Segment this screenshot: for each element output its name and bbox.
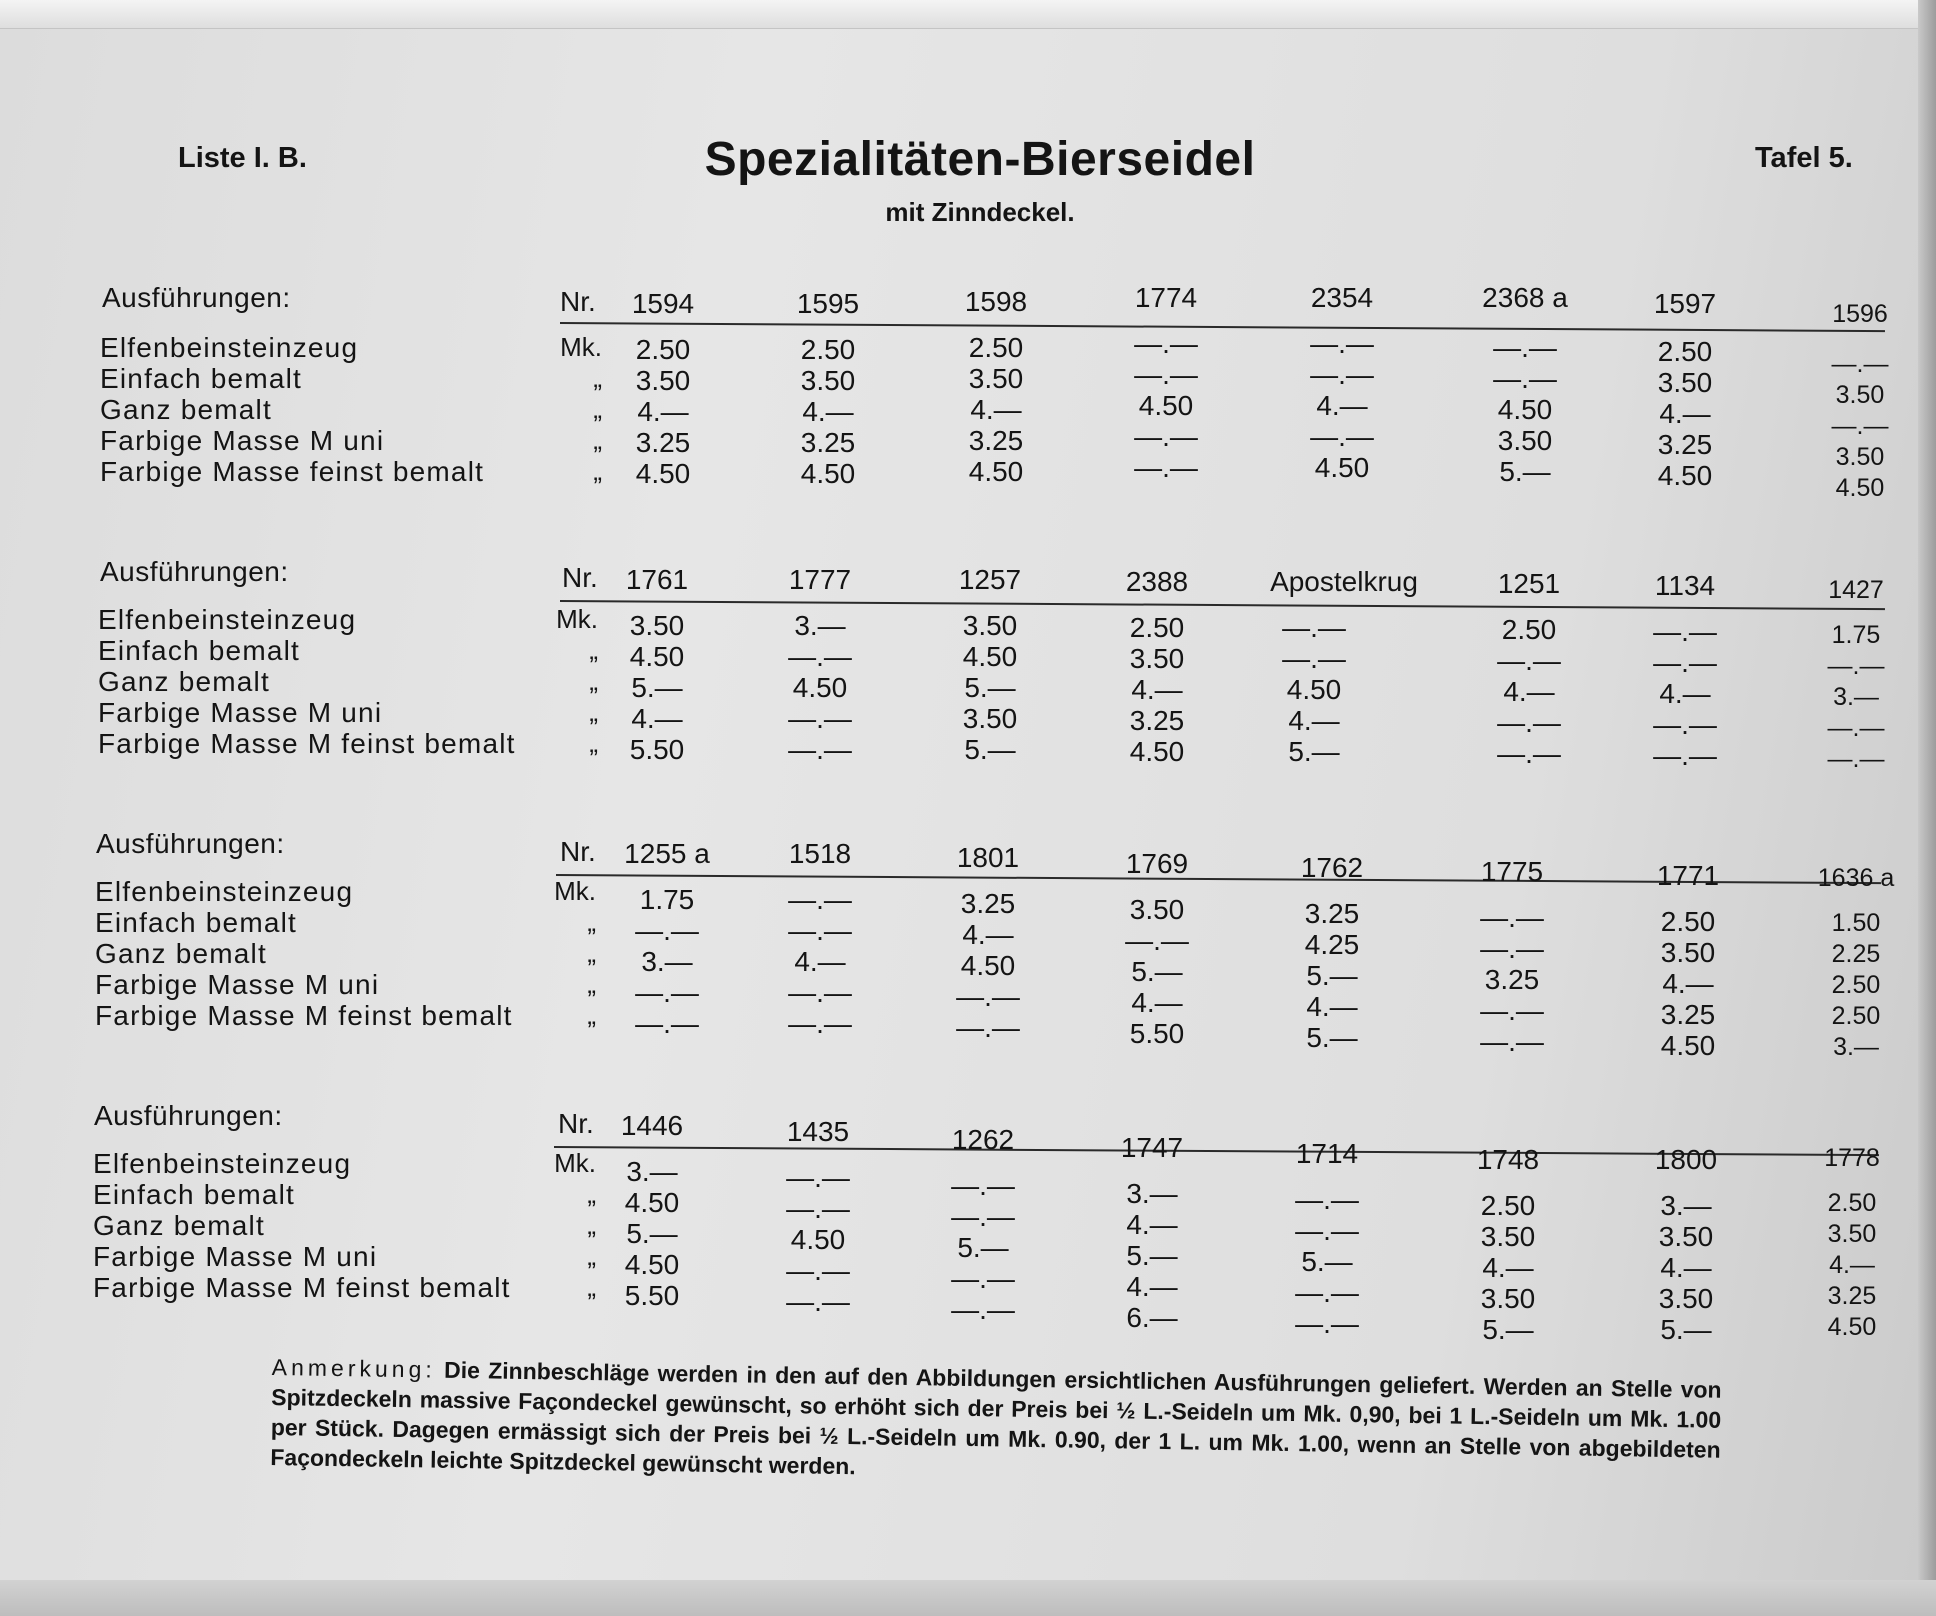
product-number: 1771	[1656, 860, 1720, 891]
section-label: Ausführungen:	[102, 282, 291, 313]
price-cell: 4.—	[1659, 398, 1711, 429]
product-number: 1801	[956, 842, 1020, 873]
price-cell: —.—	[951, 1263, 1015, 1294]
price-cell: 3.50	[800, 365, 856, 396]
product-number: 1778	[1824, 1144, 1880, 1172]
product-number: 1255 a	[624, 838, 710, 869]
price-cell: —.—	[788, 703, 852, 734]
price-cell: —.—	[1310, 328, 1374, 359]
price-cell: —.—	[635, 1008, 699, 1039]
footnote-text: Die Zinnbeschläge werden in den auf den Abbildungen ersichtlichen Ausführungen geliefert. Werden an Stelle von Spitzdeckeln massive Façondeckel gewünscht, so erhöht sich der Preis bei ½ L.-Seideln um Mk. 0,90, bei 1 L.-Seideln um Mk. 1.00 per Stück. Dagegen ermässigt sich der Preis bei ½ L.-Seideln um Mk. 0.90, der 1 L. um Mk. 1.00, wenn an Stelle von abgebildeten Façondeckeln leichte Spitzdeckel gewünscht werden.	[270, 1356, 1722, 1480]
price-cell: 5.—	[1306, 960, 1358, 991]
product-number: 1446	[620, 1110, 684, 1141]
price-cell: 1.75	[639, 884, 695, 915]
unit-label: Mk.	[554, 1148, 596, 1178]
price-cell: 4.50	[800, 458, 856, 489]
plate-label: Tafel 5.	[1755, 142, 1853, 174]
price-cell: 4.—	[1503, 676, 1555, 707]
unit-label: „	[587, 969, 596, 999]
price-cell: 4.—	[1126, 1271, 1178, 1302]
row-label: Farbige Masse M uni	[98, 697, 383, 728]
unit-label: „	[587, 907, 596, 937]
price-cell: 2.50	[1831, 971, 1881, 999]
row-labels	[100, 332, 484, 487]
product-number: 1427	[1828, 576, 1884, 604]
product-column	[918, 838, 1058, 1043]
price-cell: 3.—	[1833, 1033, 1879, 1061]
price-cell: 5.—	[964, 672, 1016, 703]
row-label: Farbige Masse M feinst bemalt	[95, 1000, 513, 1031]
nr-label: Nr.	[562, 562, 598, 593]
section-label: Ausführungen:	[94, 1100, 283, 1131]
price-cell: 3.50	[1660, 937, 1716, 968]
price-cell: 3.50	[1658, 1283, 1714, 1314]
price-cell: —.—	[1653, 616, 1717, 647]
unit-label: „	[589, 635, 598, 665]
price-cell: —.—	[1134, 328, 1198, 359]
price-cell: 3.50	[968, 363, 1024, 394]
price-cell: 3.25	[1827, 1282, 1877, 1310]
price-cell: —.—	[786, 1255, 850, 1286]
price-cell: 4.50	[960, 950, 1016, 981]
price-cell: 3.25	[1660, 999, 1716, 1030]
price-cell: 2.50	[968, 332, 1024, 363]
price-cell: 4.—	[802, 396, 854, 427]
price-cell: 3.50	[1835, 381, 1885, 409]
price-cell: —.—	[788, 641, 852, 672]
product-number: 1594	[631, 288, 695, 319]
price-cell: —.—	[1134, 359, 1198, 390]
price-cell: —.—	[1831, 412, 1889, 440]
price-cell: 1.50	[1831, 909, 1881, 937]
price-cell: —.—	[1134, 421, 1198, 452]
price-cell: —.—	[786, 1286, 850, 1317]
row-label: Ganz bemalt	[100, 394, 272, 425]
price-cell: —.—	[1295, 1215, 1359, 1246]
row-label: Ganz bemalt	[95, 938, 267, 969]
price-cell: —.—	[1493, 332, 1557, 363]
price-cell: —.—	[1497, 738, 1561, 769]
price-cell: 3.50	[1129, 643, 1185, 674]
price-cell: 3.25	[1129, 705, 1185, 736]
price-cell: 4.—	[1662, 968, 1714, 999]
unit-label: „	[593, 456, 602, 486]
price-cell: 3.—	[794, 610, 846, 641]
price-cell: 2.50	[1827, 1189, 1877, 1217]
price-cell: 3.25	[1657, 429, 1713, 460]
row-label: Elfenbeinsteinzeug	[98, 604, 357, 635]
price-cell: 5.50	[624, 1280, 680, 1311]
price-cell: 4.50	[1129, 736, 1185, 767]
price-cell: 5.—	[1482, 1314, 1534, 1345]
price-cell: 3.25	[960, 888, 1016, 919]
price-cell: 5.—	[1126, 1240, 1178, 1271]
row-label: Farbige Masse M uni	[100, 425, 385, 456]
price-cell: —.—	[635, 915, 699, 946]
price-cell: 4.—	[970, 394, 1022, 425]
product-number: 1435	[786, 1116, 850, 1147]
price-block-3	[0, 828, 1936, 1098]
price-cell: 5.—	[626, 1218, 678, 1249]
price-cell: 4.50	[635, 458, 691, 489]
price-cell: —.—	[1493, 363, 1557, 394]
price-cell: —.—	[788, 1008, 852, 1039]
product-number: 1775	[1480, 856, 1544, 887]
product-column	[1790, 294, 1930, 502]
price-cell: 5.—	[964, 734, 1016, 765]
footnote	[270, 1352, 1722, 1495]
product-number: 1774	[1134, 282, 1198, 313]
price-cell: 4.—	[1482, 1252, 1534, 1283]
product-number: 1777	[788, 564, 852, 595]
price-cell: 5.50	[629, 734, 685, 765]
price-cell: —.—	[1827, 714, 1885, 742]
price-block-4	[0, 1100, 1936, 1370]
product-column	[920, 560, 1060, 765]
product-number: 1518	[788, 838, 852, 869]
product-column	[1254, 562, 1434, 767]
nr-label: Nr.	[560, 836, 596, 867]
price-cell: 4.50	[1657, 460, 1713, 491]
product-column	[1257, 1134, 1397, 1339]
price-cell: 3.—	[1833, 683, 1879, 711]
unit-label: „	[589, 666, 598, 696]
unit-label: „	[587, 1210, 596, 1240]
price-cell: —.—	[1134, 452, 1198, 483]
price-cell: 4.—	[1829, 1251, 1875, 1279]
price-cell: 3.50	[1480, 1283, 1536, 1314]
page-top-edge	[0, 0, 1936, 29]
price-cell: 2.50	[1480, 1190, 1536, 1221]
price-cell: 3.25	[1304, 898, 1360, 929]
unit-label: Mk.	[554, 876, 596, 906]
price-cell: —.—	[635, 977, 699, 1008]
price-cell: 4.50	[1827, 1313, 1877, 1341]
price-cell: 3.25	[1484, 964, 1540, 995]
price-cell: —.—	[1480, 995, 1544, 1026]
price-cell: 4.—	[1659, 678, 1711, 709]
price-cell: 2.25	[1831, 940, 1881, 968]
price-cell: —.—	[1827, 652, 1885, 680]
product-number: 2388	[1125, 566, 1189, 597]
price-cell: 5.—	[631, 672, 683, 703]
price-cell: 4.50	[624, 1249, 680, 1280]
price-cell: 4.50	[1138, 390, 1194, 421]
price-cell: —.—	[788, 915, 852, 946]
price-cell: —.—	[1497, 707, 1561, 738]
price-cell: 4.—	[1126, 1209, 1178, 1240]
price-cell: 4.—	[1306, 991, 1358, 1022]
price-cell: —.—	[788, 884, 852, 915]
price-cell: 4.50	[968, 456, 1024, 487]
product-number: 1636 a	[1817, 864, 1895, 892]
product-number: 1800	[1654, 1144, 1718, 1175]
price-cell: 3.—	[1660, 1190, 1712, 1221]
price-cell: 3.50	[962, 610, 1018, 641]
price-block-1	[0, 282, 1936, 552]
product-number: 1748	[1476, 1144, 1540, 1175]
price-cell: 3.—	[641, 946, 693, 977]
price-cell: 4.—	[631, 703, 683, 734]
product-number: 1257	[958, 564, 1022, 595]
footnote-label: Anmerkung:	[271, 1353, 436, 1383]
price-cell: 4.—	[1660, 1252, 1712, 1283]
product-column	[926, 282, 1066, 487]
row-label: Farbige Masse M uni	[93, 1241, 378, 1272]
price-cell: 4.—	[1288, 705, 1340, 736]
price-cell: —.—	[1295, 1277, 1359, 1308]
price-cell: 5.50	[1129, 1018, 1185, 1049]
price-cell: 4.50	[790, 1224, 846, 1255]
page-bottom-edge	[0, 1580, 1936, 1616]
price-cell: —.—	[956, 981, 1020, 1012]
price-cell: —.—	[956, 1012, 1020, 1043]
product-column	[582, 1106, 722, 1311]
price-cell: 2.50	[1129, 612, 1185, 643]
product-number: 1714	[1295, 1138, 1359, 1169]
price-cell: —.—	[1125, 925, 1189, 956]
product-column	[597, 834, 737, 1039]
unit-label: „	[589, 728, 598, 758]
price-cell: 1.75	[1831, 621, 1881, 649]
product-number: 1598	[964, 286, 1028, 317]
product-number: 1747	[1120, 1132, 1184, 1163]
price-cell: 4.50	[1497, 394, 1553, 425]
price-cell: —.—	[951, 1294, 1015, 1325]
row-label: Farbige Masse M uni	[95, 969, 380, 1000]
product-column	[750, 560, 890, 765]
price-cell: 5.—	[1499, 456, 1551, 487]
row-label: Farbige Masse M feinst bemalt	[93, 1272, 511, 1303]
price-cell: 5.—	[1301, 1246, 1353, 1277]
price-cell: 5.—	[1288, 736, 1340, 767]
price-cell: 4.50	[1660, 1030, 1716, 1061]
price-cell: 4.50	[1835, 474, 1885, 502]
unit-label: Mk.	[560, 332, 602, 362]
product-column	[1272, 278, 1412, 483]
product-column	[1082, 1128, 1222, 1333]
product-number: 1769	[1125, 848, 1189, 879]
price-cell: 3.50	[1658, 1221, 1714, 1252]
price-cell: —.—	[1480, 902, 1544, 933]
nr-label: Nr.	[558, 1108, 594, 1139]
price-cell: —.—	[1282, 612, 1346, 643]
product-column	[587, 560, 727, 765]
product-column	[1442, 852, 1582, 1057]
price-cell: 3.25	[800, 427, 856, 458]
product-number: 2354	[1310, 282, 1374, 313]
price-cell: 2.50	[635, 334, 691, 365]
price-cell: 5.—	[957, 1232, 1009, 1263]
row-labels	[95, 876, 513, 1031]
price-cell: 3.50	[1827, 1220, 1877, 1248]
price-cell: —.—	[786, 1193, 850, 1224]
price-cell: 4.—	[1131, 674, 1183, 705]
product-number: 1134	[1654, 570, 1716, 601]
product-column	[1618, 856, 1758, 1061]
nr-label: Nr.	[560, 286, 596, 317]
row-labels	[98, 604, 516, 759]
product-column	[1616, 1140, 1756, 1345]
price-cell: 2.50	[1831, 1002, 1881, 1030]
price-cell: 3.50	[1657, 367, 1713, 398]
product-number: 1762	[1300, 852, 1364, 883]
unit-label: Mk.	[556, 604, 598, 634]
unit-label: „	[587, 938, 596, 968]
unit-label: „	[593, 363, 602, 393]
row-label: Elfenbeinsteinzeug	[100, 332, 359, 363]
product-column	[1087, 844, 1227, 1049]
price-cell: 2.50	[1657, 336, 1713, 367]
product-column	[1087, 562, 1227, 767]
unit-label: „	[587, 1241, 596, 1271]
price-cell: 5.—	[1660, 1314, 1712, 1345]
price-cell: 4.—	[962, 919, 1014, 950]
price-cell: 3.25	[968, 425, 1024, 456]
row-label: Elfenbeinsteinzeug	[95, 876, 354, 907]
product-number: 1595	[796, 288, 860, 319]
row-label: Ganz bemalt	[98, 666, 270, 697]
price-cell: 3.—	[626, 1156, 678, 1187]
price-cell: —.—	[1827, 745, 1885, 773]
price-cell: 3.50	[1835, 443, 1885, 471]
price-cell: —.—	[1653, 709, 1717, 740]
unit-label: „	[587, 1000, 596, 1030]
row-label: Einfach bemalt	[95, 907, 298, 938]
price-cell: 5.—	[1131, 956, 1183, 987]
price-cell: —.—	[1282, 643, 1346, 674]
product-column	[1096, 278, 1236, 483]
price-cell: —.—	[1831, 350, 1889, 378]
price-cell: 4.50	[1314, 452, 1370, 483]
price-cell: 2.50	[1501, 614, 1557, 645]
price-cell: 2.50	[1660, 906, 1716, 937]
price-cell: 4.—	[637, 396, 689, 427]
unit-label: „	[587, 1272, 596, 1302]
price-cell: 4.25	[1304, 929, 1360, 960]
unit-column	[546, 876, 596, 1031]
price-cell: —.—	[788, 734, 852, 765]
price-cell: 4.50	[1286, 674, 1342, 705]
price-cell: —.—	[1497, 645, 1561, 676]
unit-label: „	[589, 697, 598, 727]
row-label: Elfenbeinsteinzeug	[93, 1148, 352, 1179]
price-cell: 3.50	[635, 365, 691, 396]
row-label: Ganz bemalt	[93, 1210, 265, 1241]
product-column	[758, 284, 898, 489]
price-cell: —.—	[788, 977, 852, 1008]
product-column	[1786, 570, 1926, 773]
price-cell: 4.50	[792, 672, 848, 703]
price-cell: —.—	[1295, 1308, 1359, 1339]
product-column	[1615, 284, 1755, 491]
product-column	[1455, 278, 1595, 487]
row-labels	[93, 1148, 511, 1303]
price-cell: 3.50	[1129, 894, 1185, 925]
row-label: Einfach bemalt	[100, 363, 303, 394]
price-cell: 3.50	[1497, 425, 1553, 456]
product-column	[913, 1120, 1053, 1325]
price-cell: 3.50	[1480, 1221, 1536, 1252]
price-cell: 3.—	[1126, 1178, 1178, 1209]
price-cell: 4.50	[629, 641, 685, 672]
product-column	[1438, 1140, 1578, 1345]
price-cell: 4.—	[1316, 390, 1368, 421]
price-cell: 5.—	[1306, 1022, 1358, 1053]
price-cell: 3.25	[635, 427, 691, 458]
price-cell: 3.50	[962, 703, 1018, 734]
price-cell: 4.50	[962, 641, 1018, 672]
product-column	[593, 284, 733, 489]
price-block-2	[0, 556, 1936, 826]
price-cell: —.—	[951, 1201, 1015, 1232]
price-cell: —.—	[1480, 1026, 1544, 1057]
price-cell: 4.—	[794, 946, 846, 977]
price-cell: 6.—	[1126, 1302, 1178, 1333]
price-cell: —.—	[786, 1162, 850, 1193]
unit-label: „	[593, 394, 602, 424]
price-cell: —.—	[1295, 1184, 1359, 1215]
product-number: 2368 a	[1482, 282, 1568, 313]
product-column	[1262, 848, 1402, 1053]
product-number: 1262	[951, 1124, 1015, 1155]
section-label: Ausführungen:	[100, 556, 289, 587]
product-column	[1782, 1138, 1922, 1341]
price-cell: —.—	[1653, 647, 1717, 678]
product-column	[1615, 566, 1755, 771]
product-column	[750, 834, 890, 1039]
unit-label: „	[593, 425, 602, 455]
price-cell: —.—	[1653, 740, 1717, 771]
price-cell: 4.—	[1131, 987, 1183, 1018]
price-cell: —.—	[1310, 359, 1374, 390]
page-subtitle: mit Zinndeckel.	[885, 197, 1075, 227]
price-cell: 2.50	[800, 334, 856, 365]
product-number: 1761	[625, 564, 689, 595]
row-label: Einfach bemalt	[93, 1179, 296, 1210]
row-label: Einfach bemalt	[98, 635, 301, 666]
list-label: Liste I. B.	[178, 142, 307, 174]
product-column	[748, 1112, 888, 1317]
product-number: Apostelkrug	[1270, 566, 1418, 597]
section-label: Ausführungen:	[96, 828, 285, 859]
page-title: Spezialitäten-Bierseidel	[704, 133, 1256, 186]
row-label: Farbige Masse feinst bemalt	[100, 456, 485, 487]
price-cell: 3.50	[629, 610, 685, 641]
unit-label: „	[587, 1179, 596, 1209]
product-column	[1459, 564, 1599, 769]
product-number: 1597	[1653, 288, 1717, 319]
price-cell: —.—	[1480, 933, 1544, 964]
price-cell: 4.50	[624, 1187, 680, 1218]
row-label: Farbige Masse M feinst bemalt	[98, 728, 516, 759]
price-cell: —.—	[1310, 421, 1374, 452]
product-number: 1596	[1832, 300, 1888, 328]
price-cell: —.—	[951, 1170, 1015, 1201]
product-column	[1786, 858, 1926, 1061]
product-number: 1251	[1497, 568, 1561, 599]
